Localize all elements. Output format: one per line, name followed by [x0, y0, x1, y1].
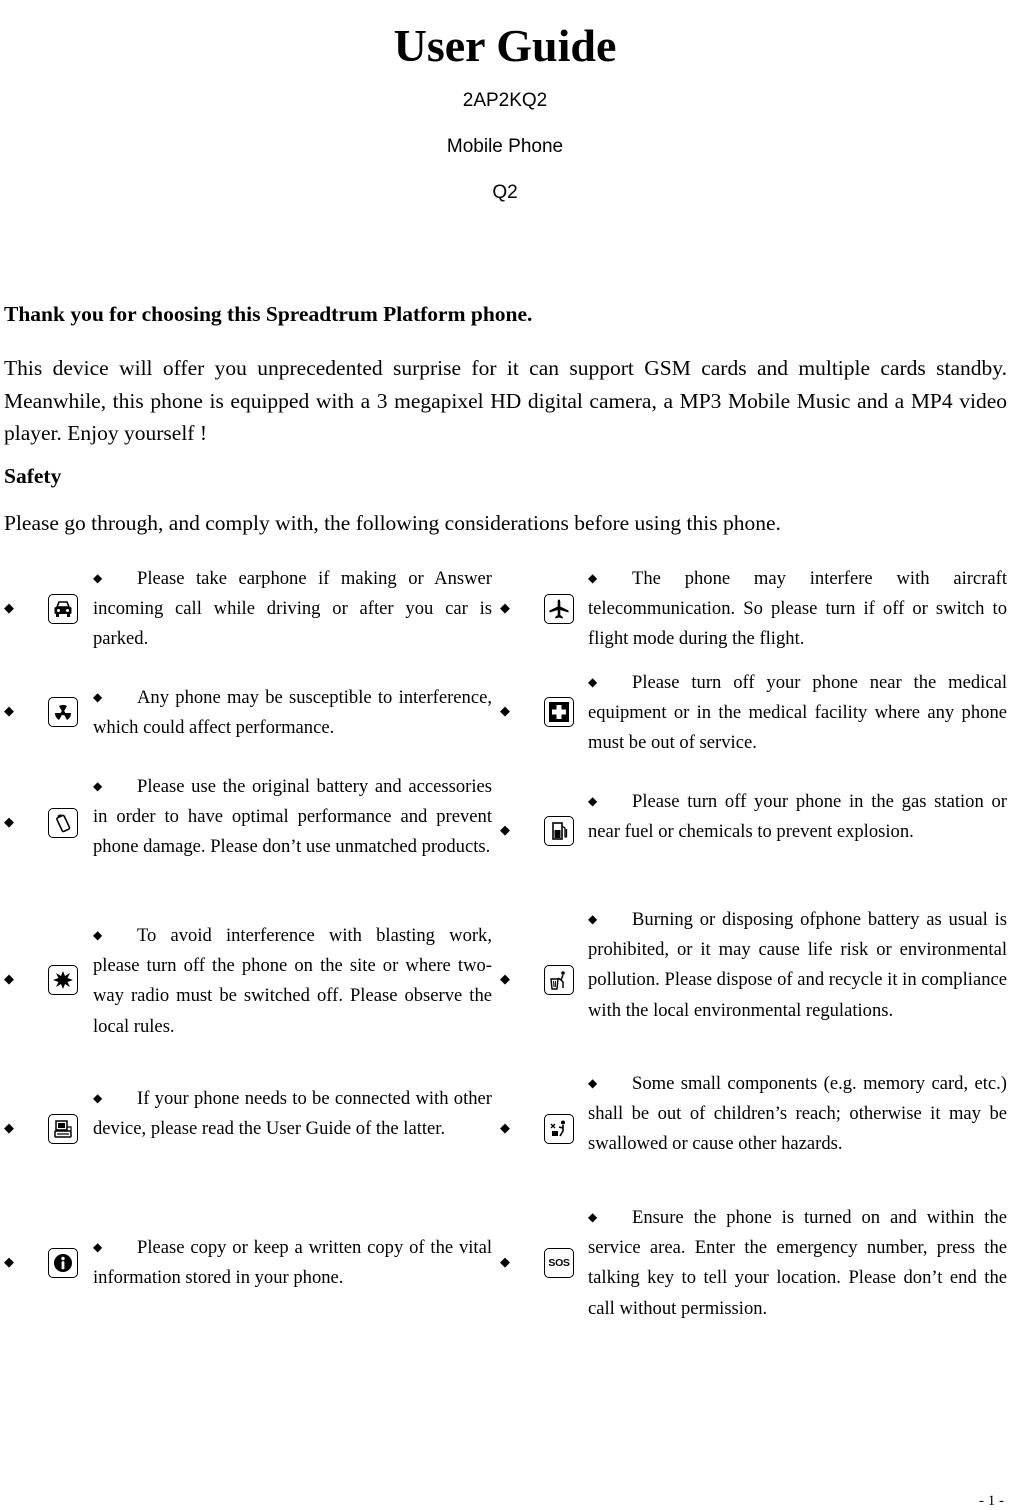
bullet-diamond: ◆ [4, 815, 14, 830]
safety-text-connect: ◆ If your phone needs to be connected with other device, please read the User Guide of the latter. [93, 1088, 492, 1140]
connect-device-icon [48, 1114, 78, 1144]
bullet-diamond: ◆ [500, 1121, 510, 1136]
bullet-diamond: ◆ [500, 972, 510, 987]
radiation-icon [48, 697, 78, 727]
bullet-diamond: ◆ [500, 704, 510, 719]
safety-text-battery: ◆ Please use the original battery and accessories in order to have optimal performance and prevent phone damage. Please don’t use unmatched products. [93, 776, 492, 858]
page-title: User Guide [393, 20, 617, 71]
bullet-diamond: ◆ [4, 1121, 14, 1136]
product-name: Mobile Phone [446, 136, 564, 157]
safety-text-radiation: ◆ Any phone may be susceptible to interference, which could affect performance. [93, 687, 492, 739]
recycle-bin-icon [544, 965, 574, 995]
safety-heading: Safety [4, 464, 62, 488]
battery-icon [48, 808, 78, 838]
fuel-pump-icon [544, 816, 574, 846]
info-icon [48, 1248, 78, 1278]
airplane-icon [544, 594, 574, 624]
bullet-diamond: ◆ [4, 1255, 14, 1270]
blasting-icon [48, 965, 78, 995]
medical-cross-icon [544, 697, 574, 727]
bullet-diamond: ◆ [500, 1255, 510, 1270]
page-number: - 1 - [979, 1493, 1004, 1509]
bullet-diamond: ◆ [500, 823, 510, 838]
bullet-diamond: ◆ [4, 972, 14, 987]
intro-paragraph: This device will offer you unprecedented surprise for it can support GSM cards and multiple cards standby. Meanwhile, this phone is equipped with a 3 megapixel HD digital camera, a MP3 Mobile Music and a MP4 video player. Enjoy yourself ! [4, 356, 1007, 445]
safety-text-recycle: ◆ Burning or disposing ofphone battery as usual is prohibited, or it may cause life risk or environmental pollution. Please dispose of and recycle it in compliance with the local environmental regulations. [588, 909, 1007, 1021]
safety-text-airplane: ◆ The phone may interfere with aircraft telecommunication. So please turn if off or switch to flight mode during the flight. [588, 568, 1007, 650]
safety-text-info: ◆ Please copy or keep a written copy of the vital information stored in your phone. [93, 1237, 492, 1289]
child-safety-icon [544, 1114, 574, 1144]
car-icon [48, 594, 78, 624]
safety-text-sos: ◆ Ensure the phone is turned on and within the service area. Enter the emergency number, press the talking key to tell your location. Please don’t end the call without permission. [588, 1207, 1007, 1319]
safety-text-car: ◆ Please take earphone if making or Answer incoming call while driving or after you car is parked. [93, 568, 492, 650]
bullet-diamond: ◆ [500, 601, 510, 616]
model-number: Q2 [492, 182, 518, 203]
safety-intro: Please go through, and comply with, the following considerations before using this phone. [4, 511, 781, 535]
bullet-diamond: ◆ [4, 601, 14, 616]
safety-text-fuel: ◆ Please turn off your phone in the gas station or near fuel or chemicals to prevent explosion. [588, 791, 1007, 843]
safety-text-medical: ◆ Please turn off your phone near the medical equipment or in the medical facility where any phone must be out of service. [588, 672, 1007, 754]
bullet-diamond: ◆ [4, 704, 14, 719]
safety-text-blasting: ◆ To avoid interference with blasting work, please turn off the phone on the site or where two-way radio must be switched off. Please observe the local rules. [93, 925, 492, 1037]
thanks-heading: Thank you for choosing this Spreadtrum Platform phone. [4, 302, 533, 326]
sos-icon: SOS [544, 1248, 574, 1278]
safety-text-children: ◆ Some small components (e.g. memory card, etc.) shall be out of children’s reach; otherwise it may be swallowed or cause other hazards. [588, 1073, 1007, 1155]
fcc-id: 2AP2KQ2 [462, 90, 548, 111]
